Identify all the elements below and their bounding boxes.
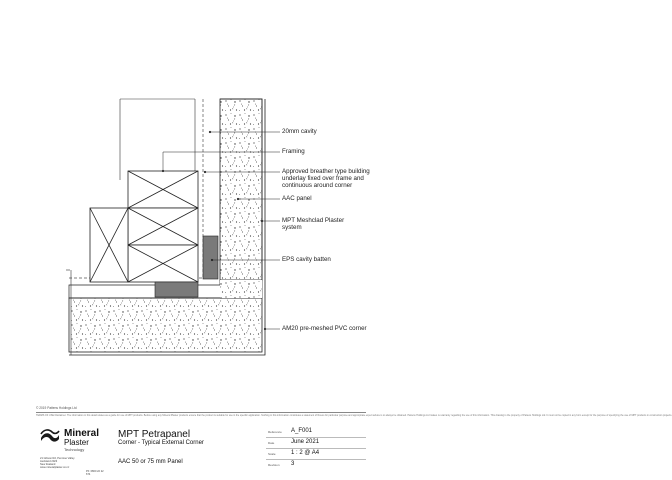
logo-text-line2: Plaster bbox=[64, 438, 89, 447]
logo-text-line1: Mineral bbox=[64, 428, 100, 439]
aac-panel-right bbox=[220, 99, 262, 280]
label-underlay: Approved breather type building underlay fixed over frame and continuous around corner bbox=[282, 168, 370, 189]
logo-text-line3: Technology bbox=[64, 447, 85, 452]
mineral-plaster-logo-icon bbox=[40, 429, 60, 443]
label-eps-batten: EPS cavity batten bbox=[282, 256, 331, 263]
company-phone: Ph: 0800 22 22 674 bbox=[86, 470, 104, 476]
drawing-subtitle: Corner - Typical External Corner bbox=[118, 440, 204, 446]
label-framing: Framing bbox=[282, 148, 305, 155]
label-aac-panel: AAC panel bbox=[282, 195, 312, 202]
title-block bbox=[36, 412, 672, 476]
aac-panel-bottom bbox=[69, 298, 262, 352]
corner-fill bbox=[220, 280, 262, 298]
copyright-notice: © 2019 Pattens Holdings Ltd bbox=[36, 406, 77, 410]
company-address: 21 Gibson Rd, Penrose Valley Auckland 2023 New Zealand www.mineralplaster.co.nz bbox=[40, 457, 75, 470]
info-row: Date June 2021 bbox=[266, 438, 366, 449]
label-pvc-corner: AM20 pre-meshed PVC corner bbox=[282, 325, 367, 332]
framing bbox=[90, 171, 198, 282]
label-cavity: 20mm cavity bbox=[282, 128, 317, 135]
info-row: Revision 3 bbox=[268, 461, 295, 467]
panel-spec: AAC 50 or 75 mm Panel bbox=[118, 459, 183, 465]
disclaimer: TERMS OF USE Disclaimer. The information in this detail relates as a guide for use of MPT products. Before using any Mineral Plaster products ensure that the product is suitable for use in the specific application. Nothing in this information constitutes a statement of fitness for particular purpose and appropriate expert advice is to always be obtained. Pattens Holdings Ltd makes no warranty regarding the use of this information. This drawing is the property of Pattens Holdings Ltd. It must not be copied in any form except for the purpose of specifying the use of MPT products in construction projects. bbox=[36, 414, 672, 417]
label-plaster-system: MPT Meshclad Plaster system bbox=[282, 217, 345, 231]
company-logo bbox=[38, 428, 108, 476]
eps-batten-horizontal bbox=[155, 282, 198, 297]
info-row: Scale 1 : 2 @ A4 bbox=[266, 449, 366, 460]
info-row: Reference A_F001 bbox=[266, 427, 366, 438]
eps-batten-vertical bbox=[203, 236, 218, 279]
drawing-title: MPT Petrapanel bbox=[118, 429, 191, 440]
drawing-info-table bbox=[266, 427, 366, 471]
